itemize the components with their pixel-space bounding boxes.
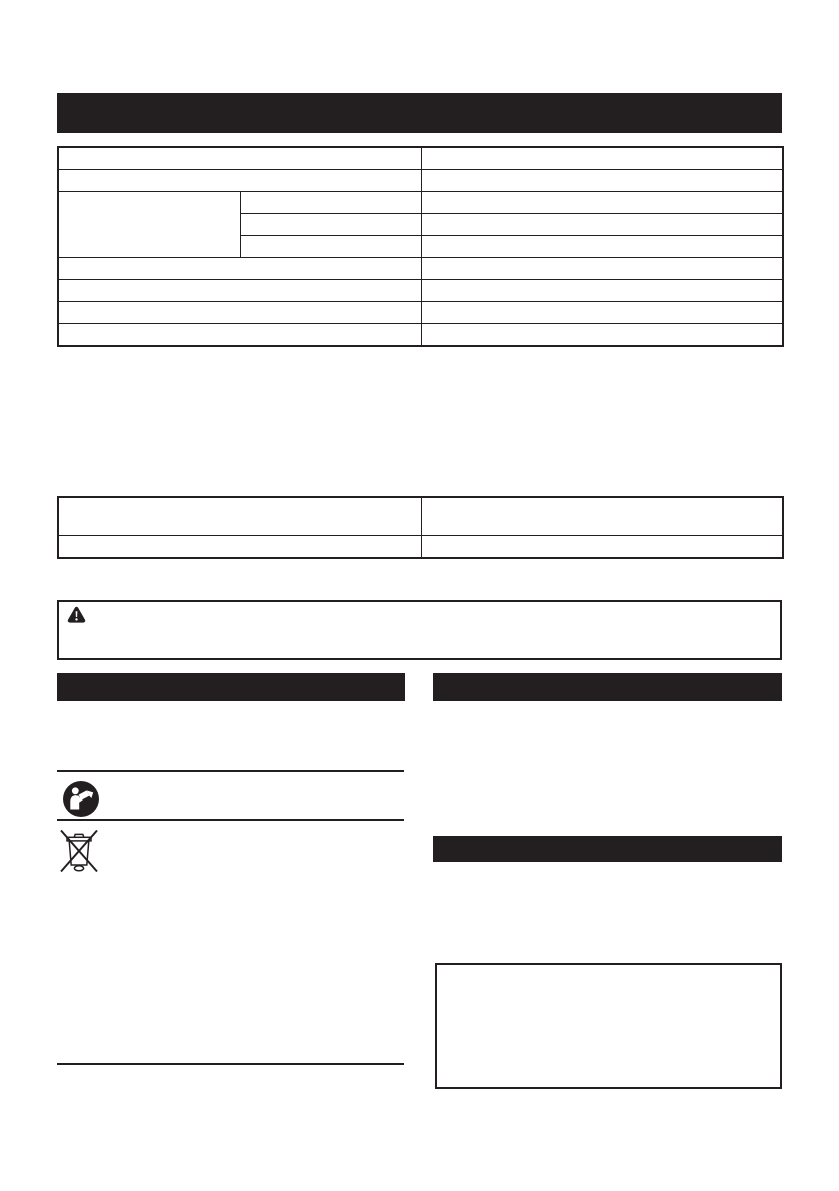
spec-value-cell (421, 192, 783, 214)
left-column-divider (57, 1063, 404, 1065)
spec-value-cell (421, 214, 783, 236)
table-row (58, 170, 783, 192)
spec-label-cell (58, 258, 421, 280)
spec-label-cell (58, 324, 421, 347)
table-row (58, 192, 783, 214)
secondary-value-cell (421, 536, 783, 559)
spec-value-cell (421, 324, 783, 347)
table-row (58, 324, 783, 347)
spec-label-cell (58, 170, 421, 192)
spec-table (57, 146, 784, 347)
note-box (435, 963, 782, 1089)
warning-box (57, 600, 782, 660)
spec-value-cell (421, 147, 783, 170)
warning-triangle-icon (67, 606, 86, 628)
read-manual-icon (63, 781, 99, 822)
left-section-header-bar (57, 673, 405, 701)
spec-value-cell (421, 302, 783, 324)
table-row (58, 302, 783, 324)
spec-group-cell (58, 192, 240, 258)
left-column-divider (57, 770, 404, 772)
note-box-text (437, 965, 780, 977)
secondary-table (57, 496, 784, 559)
spec-label-cell (58, 280, 421, 302)
secondary-label-cell (58, 497, 421, 536)
spec-value-cell (421, 258, 783, 280)
spec-value-cell (421, 170, 783, 192)
secondary-label-cell (58, 536, 421, 559)
right-section-header-bar (433, 673, 782, 701)
spec-sublabel-cell (240, 192, 421, 214)
weee-crossed-bin-icon (58, 827, 100, 880)
left-column-divider (57, 819, 404, 821)
secondary-value-cell (421, 497, 783, 536)
spec-sublabel-cell (240, 214, 421, 236)
table-row (58, 258, 783, 280)
page-title-bar (57, 93, 782, 133)
right-subsection-header-bar (433, 836, 782, 862)
spec-sublabel-cell (240, 236, 421, 258)
spec-value-cell (421, 236, 783, 258)
spec-label-cell (58, 147, 421, 170)
table-row (58, 147, 783, 170)
spec-value-cell (421, 280, 783, 302)
table-row (58, 280, 783, 302)
table-row (58, 536, 783, 559)
spec-label-cell (58, 302, 421, 324)
table-row (58, 497, 783, 536)
